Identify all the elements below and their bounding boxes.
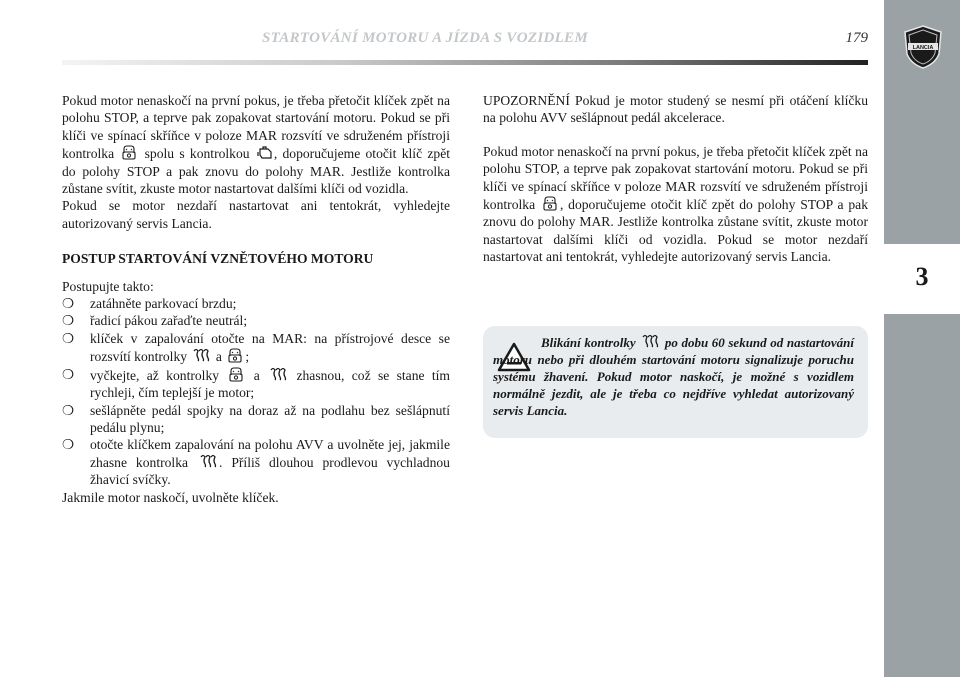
steps-lead: Postupujte takto: [62, 278, 154, 294]
repeat-text-1: Pokud motor nenaskočí na první pokus, je třeba přetočit klíček zpět na polohu STOP, a teprve pak zopakovat startování motoru. Pokud se při klíči ve spínací skříňce v poloze MAR rozsvítí ve sdruženém přístroji kontrolka [483, 143, 868, 213]
intro-text-1: Pokud motor nenaskočí na první pokus, je třeba přetočit klíček zpět na polohu STOP, a teprve pak zopakovat startování motoru. Pokud se při klíči ve spínací skříňce v poloze MAR rozsvítí ve sdruženém přístroji kontrolka [62, 93, 450, 162]
list-item [62, 366, 450, 402]
step-text: a [253, 367, 260, 383]
glow-plug-icon [641, 334, 659, 349]
step-text: klíček v zapalování otočte na MAR: na přístrojové desce se rozsvítí kontrolky [90, 330, 450, 365]
bullet-icon: ❍ [62, 313, 75, 329]
warning-text-2: po dobu 60 sekund od nastartování motoru nebo při dlouhém startování motoru signalizuje poruchu systému žhavení. Pokud motor naskočí, je možné s vozidlem normálně jezdit, ale je třeba co nejdříve vyhledat autorizovaný servis Lancia. [493, 335, 855, 418]
lancia-logo-icon [902, 24, 944, 70]
bullet-icon: ❍ [62, 402, 75, 418]
header-rule [62, 60, 868, 65]
list-item [62, 436, 450, 488]
section-heading: POSTUP STARTOVÁNÍ VZNĚTOVÉHO MOTORU [62, 251, 374, 267]
repeat-text-2: , doporučujeme otočit klíč zpět do polohy STOP a pak znovu do polohy MAR. Jestliže kontrolka zůstane svítit, zkuste motor nastartovat dalšími klíči od vozidla. Pokud se motor nezdaří nastartovat ani tentokrát, vyhledejte autorizovaný servis Lancia. [483, 197, 868, 265]
intro-paragraph-2: Pokud se motor nezdaří nastartovat ani tentokrát, vyhledejte autorizovaný servis Lancia. [62, 198, 450, 231]
steps-list [62, 295, 450, 488]
closing-paragraph: Jakmile motor naskočí, uvolněte klíček. [62, 489, 279, 505]
logo-lettering: LANCIA [912, 45, 934, 51]
page-header [62, 28, 868, 48]
step-text: . Příliš dlouhou prodlevou vychladnou žhavicí svíčky. [90, 454, 450, 488]
chapter-number: 3 [915, 262, 929, 291]
immobilizer-warning-icon [228, 366, 244, 382]
glow-plug-icon [192, 348, 210, 363]
immobilizer-warning-icon [121, 144, 137, 160]
bullet-icon: ❍ [62, 330, 75, 346]
chapter-tab[interactable] [884, 244, 960, 314]
step-text: a [215, 349, 222, 365]
chapter-side-panel [884, 0, 960, 677]
intro-text-3: , doporučujeme otočit klíč zpět do polohy STOP a pak znovu do polohy MAR. Jestliže kontrolka zůstane svítit, zkuste motor nastartovat dalšími klíči od vozidla. [62, 146, 450, 197]
step-text: řadicí pákou zařaďte neutrál; [90, 313, 248, 329]
right-column [483, 92, 868, 266]
list-item [62, 402, 450, 437]
step-text: sešlápněte pedál spojky na doraz až na podlahu bez sešlápnutí pedálu plynu; [90, 402, 450, 435]
repeat-paragraph [483, 143, 868, 266]
list-item [62, 295, 450, 312]
immobilizer-warning-icon [542, 195, 558, 211]
bullet-icon: ❍ [62, 296, 75, 312]
intro-text-2: spolu s kontrolkou [144, 146, 250, 162]
left-column [62, 92, 450, 506]
step-text: ; [245, 349, 250, 365]
list-item [62, 312, 450, 329]
warning-text [493, 334, 854, 419]
glow-plug-icon [269, 367, 287, 382]
step-text: otočte klíčkem zapalování na polohu AVV a uvolněte jej, jakmile zhasne kontrolka [90, 437, 450, 470]
glow-plug-icon [199, 454, 217, 469]
list-item [62, 330, 450, 366]
warning-box [483, 326, 868, 438]
running-title: STARTOVÁNÍ MOTORU A JÍZDA S VOZIDLEM [261, 30, 589, 46]
page-number: 179 [845, 30, 868, 46]
engine-failure-icon [257, 145, 272, 160]
step-text: zatáhněte parkovací brzdu; [90, 296, 237, 312]
immobilizer-warning-icon [227, 347, 243, 363]
intro-paragraph [62, 92, 450, 197]
step-text: vyčkejte, až kontrolky [90, 367, 220, 383]
step-text: zhasnou, což se stane tím rychleji, čím teplejší je motor; [90, 367, 450, 401]
bullet-icon: ❍ [62, 437, 75, 453]
caution-paragraph: UPOZORNĚNÍ Pokud je motor studený se nesmí při otáčení klíčku na polohu AVV sešlápnout pedál akcelerace. [483, 93, 868, 126]
bullet-icon: ❍ [62, 366, 75, 382]
warning-text-1: Blikání kontrolky [541, 335, 636, 350]
